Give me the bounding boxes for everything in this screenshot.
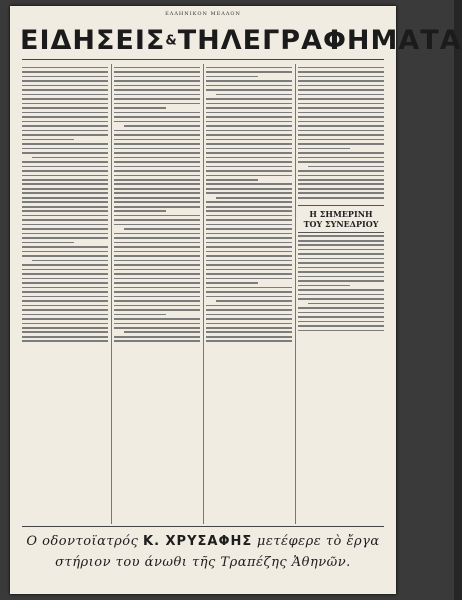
text-line (22, 116, 108, 118)
text-line (206, 309, 292, 311)
text-line (206, 287, 292, 289)
text-line (22, 273, 108, 275)
text-line (298, 267, 384, 269)
text-line (206, 327, 292, 329)
text-line (206, 331, 292, 333)
text-line (22, 179, 108, 181)
column-separator (111, 64, 112, 524)
text-line (114, 192, 200, 194)
text-line (298, 192, 384, 194)
text-line (22, 166, 108, 168)
text-line (206, 233, 292, 235)
text-line (206, 134, 292, 136)
text-line (298, 76, 384, 78)
text-line (114, 112, 200, 114)
text-line (22, 80, 108, 82)
text-line (298, 271, 384, 273)
text-line (206, 264, 292, 266)
text-line (216, 94, 292, 96)
text-line (114, 67, 200, 69)
text-line (114, 107, 166, 109)
text-line (22, 210, 108, 212)
text-line (114, 197, 200, 199)
text-line (298, 148, 350, 150)
text-line (206, 251, 292, 253)
text-line (206, 143, 292, 145)
text-line (22, 197, 108, 199)
text-line (206, 116, 292, 118)
text-line (298, 80, 384, 82)
text-line (32, 260, 108, 262)
text-line (114, 183, 200, 185)
text-line (206, 278, 292, 280)
ad-line-1-pre: Ο οδοντοϊατρός (26, 534, 139, 549)
text-line (206, 157, 292, 159)
text-line (298, 249, 384, 251)
box-title-line-1: Η ΣΗΜΕΡΙΝΗ (309, 208, 373, 219)
text-line (22, 242, 74, 244)
text-line (298, 280, 384, 282)
text-line (298, 197, 384, 199)
text-line (114, 246, 200, 248)
text-line (298, 179, 384, 181)
text-line (22, 170, 108, 172)
text-line (114, 318, 200, 320)
text-line (114, 94, 200, 96)
text-line (206, 179, 258, 181)
text-line (22, 314, 108, 316)
masthead-rule (22, 59, 384, 60)
text-line (298, 125, 384, 127)
text-line (206, 103, 292, 105)
text-line (298, 121, 384, 123)
text-line (22, 296, 108, 298)
text-line (114, 300, 200, 302)
text-line (22, 161, 108, 163)
text-line (206, 175, 292, 177)
text-line (114, 80, 200, 82)
text-line (206, 201, 292, 203)
text-line (22, 143, 108, 145)
text-line (206, 170, 292, 172)
text-line (298, 175, 384, 177)
text-line (308, 166, 384, 168)
ad-line-2: στήριον του άνωθι τῆς Τραπέζης Ἀθηνῶν. (55, 555, 351, 570)
text-line (22, 206, 108, 208)
text-line (206, 219, 292, 221)
text-line (206, 296, 292, 298)
text-line (216, 300, 292, 302)
text-line (114, 201, 200, 203)
text-line (206, 246, 292, 248)
text-line (22, 340, 108, 342)
text-line (206, 228, 292, 230)
text-line (114, 121, 200, 123)
text-line (206, 139, 292, 141)
column-3 (206, 64, 292, 524)
text-line (22, 175, 108, 177)
text-line (114, 98, 200, 100)
text-line (22, 287, 108, 289)
text-line (22, 336, 108, 338)
text-line (298, 170, 384, 172)
text-line (298, 67, 384, 69)
text-line (22, 237, 108, 239)
text-line (206, 242, 292, 244)
text-line (298, 139, 384, 141)
text-line (206, 89, 292, 91)
text-line (114, 327, 200, 329)
text-line (298, 116, 384, 118)
text-line (298, 94, 384, 96)
text-line (298, 258, 384, 260)
text-line (206, 273, 292, 275)
column-separator (295, 64, 296, 524)
text-line (114, 237, 200, 239)
text-line (124, 125, 200, 127)
text-line (298, 103, 384, 105)
scan-edge (454, 0, 462, 600)
text-line (298, 188, 384, 190)
text-line (114, 143, 200, 145)
text-line (22, 305, 108, 307)
text-line (114, 148, 200, 150)
text-line (206, 336, 292, 338)
text-line (22, 331, 108, 333)
text-line (298, 253, 384, 255)
text-line (22, 125, 108, 127)
text-line (206, 107, 292, 109)
text-line (22, 291, 108, 293)
masthead-ampersand: & (165, 33, 178, 49)
text-line (114, 89, 200, 91)
text-line (22, 71, 108, 73)
text-line (298, 325, 384, 327)
text-line (22, 76, 108, 78)
text-line (206, 85, 292, 87)
text-line (216, 197, 292, 199)
text-line (114, 264, 200, 266)
text-line (298, 307, 384, 309)
text-line (298, 107, 384, 109)
text-line (298, 240, 384, 242)
text-line (114, 296, 200, 298)
text-line (22, 215, 108, 217)
text-line (206, 125, 292, 127)
text-line (206, 340, 292, 342)
text-line (124, 228, 200, 230)
text-line (114, 340, 200, 342)
text-line (206, 183, 292, 185)
text-line (308, 303, 384, 305)
section-masthead (20, 25, 462, 57)
column-4 (298, 64, 384, 524)
ad-dentist-name: Κ. ΧΡΥΣΑΦΗΣ (143, 534, 253, 549)
text-line (298, 235, 384, 237)
text-line (114, 336, 200, 338)
text-line (206, 210, 292, 212)
newspaper-page (10, 6, 462, 594)
column-1 (22, 64, 108, 524)
text-line (22, 269, 108, 271)
text-line (206, 282, 258, 284)
text-line (114, 269, 200, 271)
text-line (206, 318, 292, 320)
text-line (206, 130, 292, 132)
text-line (206, 215, 292, 217)
text-line (114, 210, 166, 212)
boxed-heading (298, 205, 384, 233)
text-line (298, 98, 384, 100)
text-line (298, 130, 384, 132)
text-line (114, 242, 200, 244)
text-line (298, 112, 384, 114)
text-line (298, 161, 384, 163)
text-line (22, 309, 108, 311)
text-line (298, 71, 384, 73)
text-line (22, 224, 108, 226)
text-line (114, 273, 200, 275)
text-line (124, 331, 200, 333)
text-line (298, 294, 384, 296)
text-line (114, 291, 200, 293)
text-line (22, 255, 108, 257)
column-2 (114, 64, 200, 524)
text-line (114, 278, 200, 280)
text-line (206, 112, 292, 114)
text-line (114, 157, 200, 159)
text-line (114, 314, 166, 316)
text-line (22, 278, 108, 280)
text-line (206, 260, 292, 262)
text-line (22, 327, 108, 329)
text-line (206, 148, 292, 150)
text-line (22, 188, 108, 190)
ad-line-1 (22, 531, 384, 553)
text-line (114, 255, 200, 257)
text-line (298, 276, 384, 278)
text-line (22, 233, 108, 235)
text-line (206, 305, 292, 307)
text-line (22, 192, 108, 194)
text-line (114, 139, 200, 141)
text-line (114, 206, 200, 208)
text-line (22, 323, 108, 325)
text-line (22, 134, 108, 136)
text-line (114, 251, 200, 253)
text-line (298, 183, 384, 185)
text-line (114, 170, 200, 172)
text-line (206, 166, 292, 168)
text-line (206, 121, 292, 123)
text-line (32, 157, 108, 159)
text-line (114, 152, 200, 154)
text-line (22, 103, 108, 105)
text-line (206, 291, 292, 293)
dentist-advertisement (22, 531, 384, 585)
text-line (114, 116, 200, 118)
text-line (22, 148, 108, 150)
text-line (206, 80, 292, 82)
text-line (114, 282, 200, 284)
text-line (114, 224, 200, 226)
text-line (22, 228, 108, 230)
text-line (22, 219, 108, 221)
text-line (114, 305, 200, 307)
text-line (298, 244, 384, 246)
text-line (22, 300, 108, 302)
text-line (22, 89, 108, 91)
text-line (298, 330, 384, 332)
text-line (22, 85, 108, 87)
text-line (298, 134, 384, 136)
text-line (298, 316, 384, 318)
text-line (22, 121, 108, 123)
ad-rule (22, 526, 384, 527)
text-line (22, 112, 108, 114)
text-line (206, 98, 292, 100)
text-line (22, 201, 108, 203)
text-line (206, 161, 292, 163)
text-line (22, 246, 108, 248)
text-line (114, 130, 200, 132)
text-line (22, 139, 74, 141)
text-line (22, 98, 108, 100)
text-line (298, 157, 384, 159)
text-line (298, 89, 384, 91)
text-line (114, 76, 200, 78)
text-line (298, 321, 384, 323)
text-line (298, 298, 384, 300)
text-line (114, 219, 200, 221)
ad-line-1-post: μετέφερε τὸ ἔργα (256, 534, 380, 549)
text-line (206, 71, 292, 73)
text-line (206, 269, 292, 271)
text-line (206, 152, 292, 154)
text-line (114, 179, 200, 181)
masthead-right: ΤΗΛΕΓΡΑΦΗΜΑΤΑ (177, 25, 462, 56)
text-line (114, 85, 200, 87)
text-line (206, 188, 292, 190)
text-line (114, 71, 200, 73)
text-line (298, 285, 350, 287)
text-line (206, 206, 292, 208)
paper-name: ΕΛΛΗΝΙΚΟΝ ΜΕΛΛΟΝ (165, 11, 241, 17)
text-line (22, 183, 108, 185)
text-line (114, 215, 200, 217)
text-line (206, 314, 292, 316)
text-line (206, 237, 292, 239)
text-line (206, 323, 292, 325)
masthead-left: ΕΙΔΗΣΕΙΣ (20, 25, 166, 56)
text-line (114, 188, 200, 190)
text-line (206, 255, 292, 257)
text-line (114, 103, 200, 105)
text-line (22, 67, 108, 69)
text-line (206, 67, 292, 69)
text-line (298, 312, 384, 314)
text-line (22, 264, 108, 266)
text-line (22, 282, 108, 284)
text-line (114, 233, 200, 235)
text-line (22, 152, 108, 154)
text-line (114, 166, 200, 168)
text-line (114, 323, 200, 325)
text-line (114, 175, 200, 177)
text-line (298, 262, 384, 264)
box-title-line-2: ΤΟΥ ΣΥΝΕΔΡΙΟΥ (303, 218, 379, 229)
text-line (298, 152, 384, 154)
text-line (298, 289, 384, 291)
text-line (298, 85, 384, 87)
text-line (114, 134, 200, 136)
text-line (22, 251, 108, 253)
text-line (22, 94, 108, 96)
text-line (22, 130, 108, 132)
text-line (22, 107, 108, 109)
text-line (114, 260, 200, 262)
column-4-top-text (298, 67, 384, 199)
text-line (206, 192, 292, 194)
text-line (206, 224, 292, 226)
text-line (298, 143, 384, 145)
column-separator (203, 64, 204, 524)
column-4-bottom-text (298, 235, 384, 331)
text-line (114, 161, 200, 163)
text-line (22, 318, 108, 320)
text-line (114, 287, 200, 289)
text-line (206, 76, 258, 78)
text-line (114, 309, 200, 311)
